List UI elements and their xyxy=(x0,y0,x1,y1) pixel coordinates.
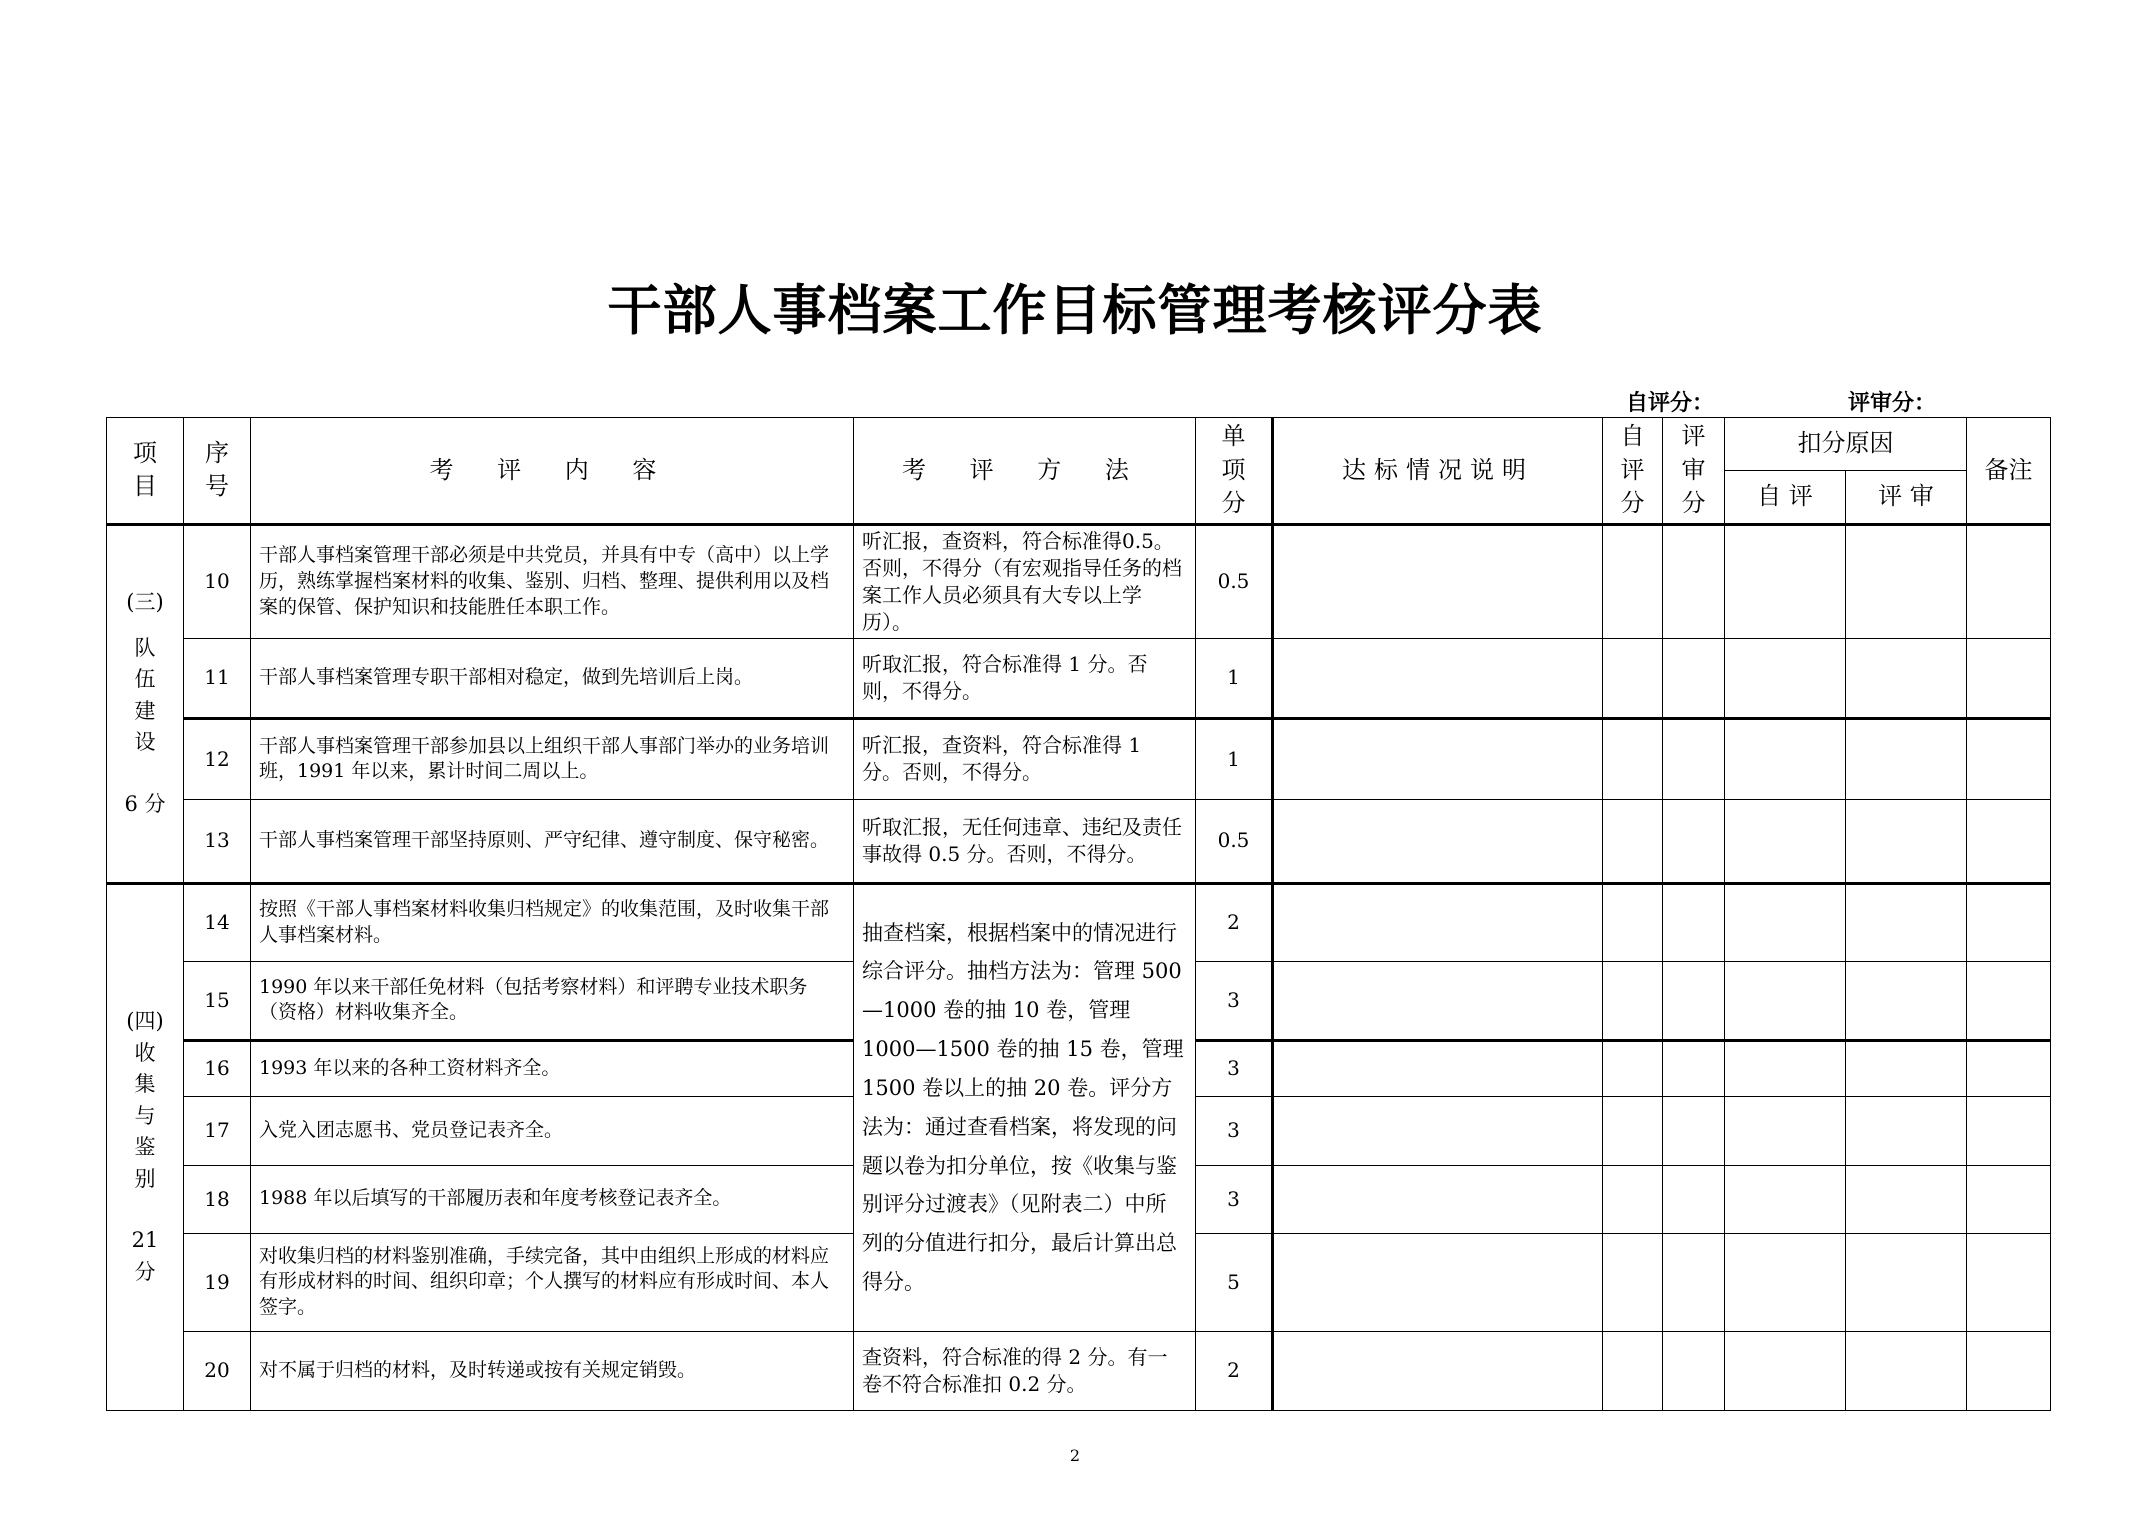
remarks-cell[interactable] xyxy=(1967,1233,2051,1331)
deduct-review-cell[interactable] xyxy=(1846,1165,1967,1233)
review-score-cell[interactable] xyxy=(1663,961,1725,1040)
deduct-self-cell[interactable] xyxy=(1725,1165,1846,1233)
status-cell[interactable] xyxy=(1273,524,1603,638)
row-score: 1 xyxy=(1196,718,1273,799)
category-score: 21 分 xyxy=(131,1228,159,1284)
document-title: 干部人事档案工作目标管理考核评分表 xyxy=(607,279,1543,342)
status-cell[interactable] xyxy=(1273,1233,1603,1331)
row-method: 查资料，符合标准的得 2 分。有一卷不符合标准扣 0.2 分。 xyxy=(854,1331,1196,1410)
self-score-cell[interactable] xyxy=(1603,1040,1663,1096)
row-seq: 17 xyxy=(184,1096,251,1165)
self-score-cell[interactable] xyxy=(1603,718,1663,799)
deduct-self-cell[interactable] xyxy=(1725,524,1846,638)
row-seq: 19 xyxy=(184,1233,251,1331)
row-content: 干部人事档案管理干部坚持原则、严守纪律、遵守制度、保守秘密。 xyxy=(251,799,854,883)
category-body: 收集与鉴别 xyxy=(134,1040,156,1191)
status-cell[interactable] xyxy=(1273,1040,1603,1096)
row-score: 1 xyxy=(1196,638,1273,718)
row-seq: 11 xyxy=(184,638,251,718)
category-cell xyxy=(107,524,184,883)
deduct-review-cell[interactable] xyxy=(1846,524,1967,638)
row-score: 0.5 xyxy=(1196,524,1273,638)
review-score-cell[interactable] xyxy=(1663,524,1725,638)
deduct-review-cell[interactable] xyxy=(1846,1331,1967,1410)
row-seq: 18 xyxy=(184,1165,251,1233)
deduct-review-cell[interactable] xyxy=(1846,638,1967,718)
deduct-review-cell[interactable] xyxy=(1846,718,1967,799)
header-deduct-review: 评 审 xyxy=(1846,471,1967,524)
deduct-review-cell[interactable] xyxy=(1846,1233,1967,1331)
review-score-cell[interactable] xyxy=(1663,1096,1725,1165)
self-score-cell[interactable] xyxy=(1603,883,1663,961)
row-content: 干部人事档案管理专职干部相对稳定，做到先培训后上岗。 xyxy=(251,638,854,718)
remarks-cell[interactable] xyxy=(1967,718,2051,799)
row-seq: 12 xyxy=(184,718,251,799)
self-score-cell[interactable] xyxy=(1603,961,1663,1040)
row-score: 2 xyxy=(1196,883,1273,961)
self-score-cell[interactable] xyxy=(1603,1165,1663,1233)
category-score: 6 分 xyxy=(124,791,166,816)
deduct-self-cell[interactable] xyxy=(1725,961,1846,1040)
row-score: 3 xyxy=(1196,1096,1273,1165)
header-deduct-self: 自 评 xyxy=(1725,471,1846,524)
row-seq: 10 xyxy=(184,524,251,638)
status-cell[interactable] xyxy=(1273,638,1603,718)
row-method: 听汇报，查资料，符合标准得 1 分。否则，不得分。 xyxy=(854,718,1196,799)
self-score-cell[interactable] xyxy=(1603,1331,1663,1410)
row-score: 2 xyxy=(1196,1331,1273,1410)
row-method: 听取汇报，符合标准得 1 分。否则，不得分。 xyxy=(854,638,1196,718)
header-status: 达标情况说明 xyxy=(1273,418,1603,525)
review-score-label: 评审分： xyxy=(1848,391,1937,416)
review-score-cell[interactable] xyxy=(1663,799,1725,883)
header-self-score: 自评分 xyxy=(1603,418,1663,525)
remarks-cell[interactable] xyxy=(1967,1331,2051,1410)
remarks-cell[interactable] xyxy=(1967,1096,2051,1165)
self-score-cell[interactable] xyxy=(1603,1096,1663,1165)
review-score-cell[interactable] xyxy=(1663,638,1725,718)
self-score-cell[interactable] xyxy=(1603,799,1663,883)
review-score-cell[interactable] xyxy=(1663,1165,1725,1233)
row-score: 3 xyxy=(1196,1040,1273,1096)
row-content: 1993 年以来的各种工资材料齐全。 xyxy=(251,1040,854,1096)
remarks-cell[interactable] xyxy=(1967,799,2051,883)
header-review-score: 评审分 xyxy=(1663,418,1725,525)
deduct-review-cell[interactable] xyxy=(1846,1040,1967,1096)
header-method: 考 评 方 法 xyxy=(854,418,1196,525)
header-content: 考 评 内 容 xyxy=(251,418,854,525)
deduct-review-cell[interactable] xyxy=(1846,883,1967,961)
category-name: (三) xyxy=(126,590,164,615)
row-score: 3 xyxy=(1196,961,1273,1040)
deduct-review-cell[interactable] xyxy=(1846,799,1967,883)
self-score-cell[interactable] xyxy=(1603,524,1663,638)
status-cell[interactable] xyxy=(1273,961,1603,1040)
self-score-cell[interactable] xyxy=(1603,638,1663,718)
row-score: 0.5 xyxy=(1196,799,1273,883)
deduct-self-cell[interactable] xyxy=(1725,718,1846,799)
status-cell[interactable] xyxy=(1273,1331,1603,1410)
remarks-cell[interactable] xyxy=(1967,961,2051,1040)
score-table xyxy=(106,417,2051,1411)
row-content: 干部人事档案管理干部必须是中共党员，并具有中专（高中）以上学历，熟练掌握档案材料的收集、鉴别、归档、整理、提供利用以及档案的保管、保护知识和技能胜任本职工作。 xyxy=(251,524,854,638)
row-seq: 20 xyxy=(184,1331,251,1410)
row-seq: 15 xyxy=(184,961,251,1040)
header-seq: 序号 xyxy=(184,418,251,525)
status-cell[interactable] xyxy=(1273,718,1603,799)
deduct-review-cell[interactable] xyxy=(1846,1096,1967,1165)
remarks-cell[interactable] xyxy=(1967,1165,2051,1233)
table-row xyxy=(107,799,2051,883)
deduct-self-cell[interactable] xyxy=(1725,883,1846,961)
header-remarks: 备注 xyxy=(1967,418,2051,525)
row-content: 1990 年以来干部任免材料（包括考察材料）和评聘专业技术职务（资格）材料收集齐全。 xyxy=(251,961,854,1040)
review-score-cell[interactable] xyxy=(1663,1040,1725,1096)
review-score-cell[interactable] xyxy=(1663,883,1725,961)
shared-method: 抽查档案，根据档案中的情况进行综合评分。抽档方法为：管理 500—1000 卷的抽 10 卷，管理 1000—1500 卷的抽 15 卷，管理 1500 卷以上的抽 20 卷。评分方法为：通过查看档案，将发现的问题以卷为扣分单位，按《收集与鉴别评分过渡表》（见附表二）中所列的分值进行扣分，最后计算出总得分。 xyxy=(854,883,1196,1331)
row-score: 5 xyxy=(1196,1233,1273,1331)
status-cell[interactable] xyxy=(1273,1165,1603,1233)
row-content: 按照《干部人事档案材料收集归档规定》的收集范围，及时收集干部人事档案材料。 xyxy=(251,883,854,961)
table-row xyxy=(107,1331,2051,1410)
status-cell[interactable] xyxy=(1273,883,1603,961)
row-content: 1988 年以后填写的干部履历表和年度考核登记表齐全。 xyxy=(251,1165,854,1233)
row-content: 对收集归档的材料鉴别准确，手续完备，其中由组织上形成的材料应有形成材料的时间、组织印章；个人撰写的材料应有形成时间、本人签字。 xyxy=(251,1233,854,1331)
self-score-label: 自评分： xyxy=(1626,391,1715,416)
table-row xyxy=(107,883,2051,961)
deduct-review-cell[interactable] xyxy=(1846,961,1967,1040)
remarks-cell[interactable] xyxy=(1967,883,2051,961)
remarks-cell[interactable] xyxy=(1967,524,2051,638)
header-deduct-reason: 扣分原因 xyxy=(1725,418,1967,471)
row-content: 入党入团志愿书、党员登记表齐全。 xyxy=(251,1096,854,1165)
status-cell[interactable] xyxy=(1273,1096,1603,1165)
page-number: 2 xyxy=(1069,1446,1081,1465)
review-score-cell[interactable] xyxy=(1663,1331,1725,1410)
category-name: (四) xyxy=(126,1009,164,1034)
table-row xyxy=(107,718,2051,799)
header-item-score: 单项分 xyxy=(1196,418,1273,525)
row-content: 对不属于归档的材料，及时转递或按有关规定销毁。 xyxy=(251,1331,854,1410)
category-cell xyxy=(107,883,184,1410)
remarks-cell[interactable] xyxy=(1967,1040,2051,1096)
deduct-self-cell[interactable] xyxy=(1725,638,1846,718)
row-seq: 13 xyxy=(184,799,251,883)
self-score-cell[interactable] xyxy=(1603,1233,1663,1331)
deduct-self-cell[interactable] xyxy=(1725,1331,1846,1410)
header-category: 项目 xyxy=(107,418,184,525)
status-cell[interactable] xyxy=(1273,799,1603,883)
remarks-cell[interactable] xyxy=(1967,638,2051,718)
deduct-self-cell[interactable] xyxy=(1725,1233,1846,1331)
row-content: 干部人事档案管理干部参加县以上组织干部人事部门举办的业务培训班，1991 年以来，累计时间二周以上。 xyxy=(251,718,854,799)
deduct-self-cell[interactable] xyxy=(1725,1096,1846,1165)
row-seq: 14 xyxy=(184,883,251,961)
table-row xyxy=(107,638,2051,718)
row-seq: 16 xyxy=(184,1040,251,1096)
row-method: 听取汇报，无任何违章、违纪及责任事故得 0.5 分。否则，不得分。 xyxy=(854,799,1196,883)
table-row xyxy=(107,524,2051,638)
review-score-cell[interactable] xyxy=(1663,1233,1725,1331)
review-score-cell[interactable] xyxy=(1663,718,1725,799)
category-body: 队伍建设 xyxy=(134,635,156,755)
header-row-1 xyxy=(107,418,2051,471)
row-score: 3 xyxy=(1196,1165,1273,1233)
row-method: 听汇报，查资料，符合标准得0.5。否则，不得分（有宏观指导任务的档案工作人员必须具有大专以上学历）。 xyxy=(854,524,1196,638)
deduct-self-cell[interactable] xyxy=(1725,799,1846,883)
deduct-self-cell[interactable] xyxy=(1725,1040,1846,1096)
